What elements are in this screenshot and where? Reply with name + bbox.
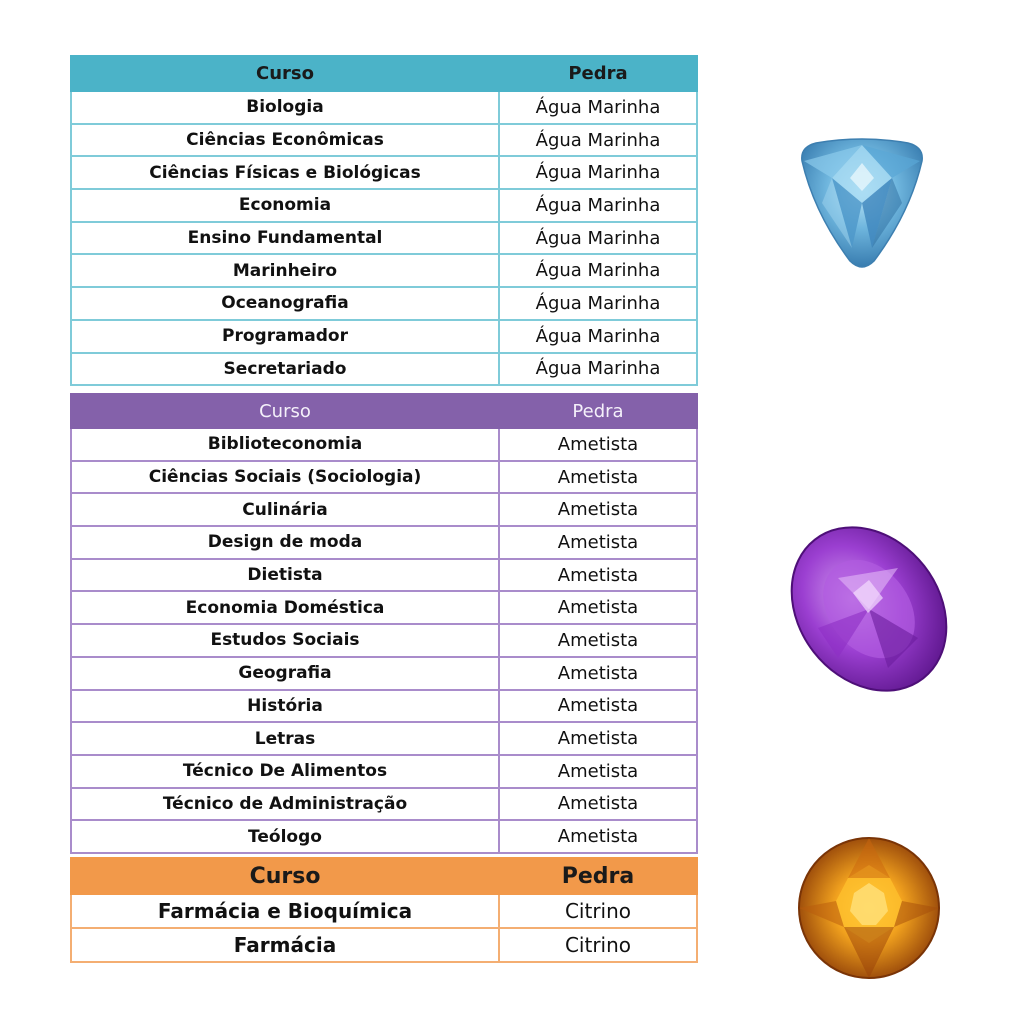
table-row: [71, 124, 697, 157]
table-row: [71, 353, 697, 386]
stone-cell: Água Marinha: [499, 91, 697, 124]
course-cell: Teólogo: [71, 820, 499, 853]
citrine-table: [70, 857, 698, 963]
header-course: Curso: [71, 394, 499, 428]
course-cell: Programador: [71, 320, 499, 353]
stone-cell: Ametista: [499, 559, 697, 592]
stone-cell: Água Marinha: [499, 320, 697, 353]
table-row: [71, 91, 697, 124]
table-row: [71, 559, 697, 592]
course-cell: Técnico de Administração: [71, 788, 499, 821]
course-cell: Ensino Fundamental: [71, 222, 499, 255]
course-cell: Culinária: [71, 493, 499, 526]
stone-cell: Ametista: [499, 657, 697, 690]
course-cell: Estudos Sociais: [71, 624, 499, 657]
table-row: [71, 690, 697, 723]
table-row: [71, 820, 697, 853]
header-course: Curso: [71, 56, 499, 91]
table-header-row: [71, 394, 697, 428]
course-cell: Design de moda: [71, 526, 499, 559]
course-cell: Letras: [71, 722, 499, 755]
course-cell: Farmácia: [71, 928, 499, 962]
table-header-row: [71, 858, 697, 894]
header-stone: Pedra: [499, 394, 697, 428]
course-cell: Secretariado: [71, 353, 499, 386]
stone-cell: Ametista: [499, 428, 697, 461]
course-cell: Biblioteconomia: [71, 428, 499, 461]
table-row: [71, 493, 697, 526]
stone-cell: Água Marinha: [499, 189, 697, 222]
stone-cell: Ametista: [499, 755, 697, 788]
citrine-gem-icon: [794, 833, 944, 983]
course-cell: Ciências Sociais (Sociologia): [71, 461, 499, 494]
stone-cell: Ametista: [499, 690, 697, 723]
aquamarine-gem-icon: [792, 133, 932, 273]
table-row: [71, 591, 697, 624]
stone-cell: Citrino: [499, 894, 697, 928]
header-stone: Pedra: [499, 858, 697, 894]
stone-cell: Ametista: [499, 526, 697, 559]
header-course: Curso: [71, 858, 499, 894]
stone-cell: Ametista: [499, 493, 697, 526]
stone-cell: Ametista: [499, 591, 697, 624]
course-cell: Economia: [71, 189, 499, 222]
table-row: [71, 928, 697, 962]
table-row: [71, 189, 697, 222]
course-cell: Oceanografia: [71, 287, 499, 320]
table-row: [71, 254, 697, 287]
table-row: [71, 624, 697, 657]
stone-cell: Citrino: [499, 928, 697, 962]
course-cell: Farmácia e Bioquímica: [71, 894, 499, 928]
stone-cell: Ametista: [499, 820, 697, 853]
stone-cell: Ametista: [499, 461, 697, 494]
course-cell: Economia Doméstica: [71, 591, 499, 624]
table-header-row: [71, 56, 697, 91]
stone-cell: Água Marinha: [499, 353, 697, 386]
course-cell: Técnico De Alimentos: [71, 755, 499, 788]
stone-cell: Água Marinha: [499, 156, 697, 189]
table-row: [71, 222, 697, 255]
table-row: [71, 428, 697, 461]
course-cell: História: [71, 690, 499, 723]
table-row: [71, 526, 697, 559]
course-cell: Marinheiro: [71, 254, 499, 287]
table-row: [71, 287, 697, 320]
course-cell: Ciências Econômicas: [71, 124, 499, 157]
course-cell: Dietista: [71, 559, 499, 592]
table-row: [71, 320, 697, 353]
course-cell: Geografia: [71, 657, 499, 690]
stone-cell: Água Marinha: [499, 254, 697, 287]
stone-cell: Água Marinha: [499, 124, 697, 157]
stone-cell: Água Marinha: [499, 287, 697, 320]
amethyst-table: [70, 393, 698, 854]
table-row: [71, 657, 697, 690]
aquamarine-table: [70, 55, 698, 386]
table-row: [71, 755, 697, 788]
stone-cell: Ametista: [499, 624, 697, 657]
amethyst-gem-icon: [778, 518, 960, 700]
stone-cell: Ametista: [499, 788, 697, 821]
course-cell: Ciências Físicas e Biológicas: [71, 156, 499, 189]
table-row: [71, 156, 697, 189]
table-row: [71, 894, 697, 928]
course-cell: Biologia: [71, 91, 499, 124]
stone-cell: Água Marinha: [499, 222, 697, 255]
stone-cell: Ametista: [499, 722, 697, 755]
header-stone: Pedra: [499, 56, 697, 91]
table-row: [71, 722, 697, 755]
table-row: [71, 788, 697, 821]
table-row: [71, 461, 697, 494]
